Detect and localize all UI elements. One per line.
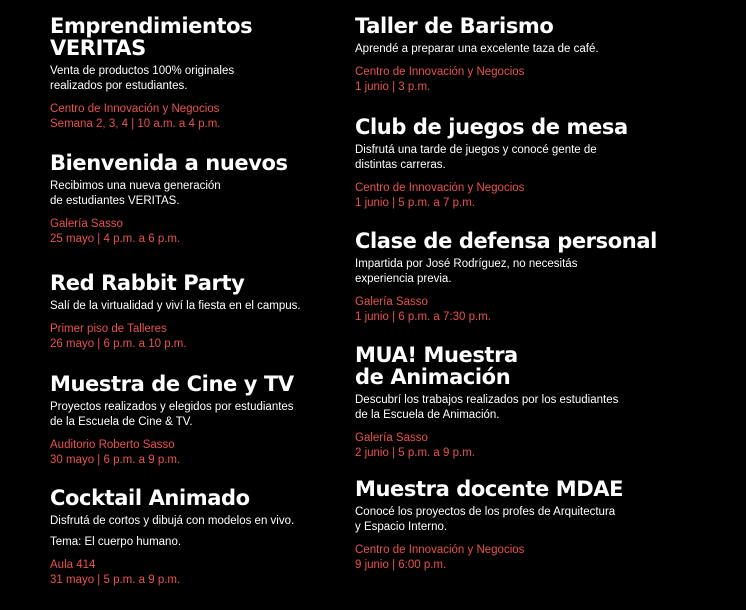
event-bienvenida bbox=[50, 152, 350, 247]
event-venue: Aula 414 bbox=[50, 559, 96, 571]
event-datetime: 30 mayo | 6 p.m. a 9 p.m. bbox=[50, 454, 181, 466]
event-description: Disfrutá de cortos y dibujá con modelos en vivo. bbox=[50, 515, 295, 527]
event-datetime: 1 junio | 6 p.m. a 7:30 p.m. bbox=[355, 311, 491, 323]
event-description: Salí de la virtualidad y viví la fiesta en el campus. bbox=[50, 300, 301, 312]
event-title: Clase de defensa personal bbox=[355, 229, 657, 253]
event-title: Muestra docente MDAE bbox=[355, 477, 624, 501]
event-description: Impartida por José Rodríguez, no necesitás experiencia previa. bbox=[355, 258, 578, 285]
event-note: Tema: El cuerpo humano. bbox=[50, 536, 182, 548]
event-title: Taller de Barismo bbox=[355, 14, 554, 38]
event-title: Club de juegos de mesa bbox=[355, 115, 628, 139]
event-description: Proyectos realizados y elegidos por estudiantes de la Escuela de Cine & TV. bbox=[50, 401, 294, 428]
event-description: Descubrí los trabajos realizados por los estudiantes de la Escuela de Animación. bbox=[355, 394, 619, 421]
event-venue: Centro de Innovación y Negocios bbox=[355, 66, 525, 78]
event-cocktail-animado bbox=[50, 487, 350, 588]
event-datetime: 26 mayo | 6 p.m. a 10 p.m. bbox=[50, 338, 187, 350]
event-muestra-cine-tv bbox=[50, 373, 350, 468]
event-venue: Primer piso de Talleres bbox=[50, 323, 167, 335]
event-club-juegos-mesa bbox=[355, 116, 745, 211]
event-venue: Centro de Innovación y Negocios bbox=[355, 544, 525, 556]
event-emprendimientos bbox=[50, 15, 350, 132]
event-title: MUA! Muestra de Animación bbox=[355, 343, 518, 389]
event-description: Venta de productos 100% originales realizados por estudiantes. bbox=[50, 65, 235, 92]
event-datetime: 25 mayo | 4 p.m. a 6 p.m. bbox=[50, 233, 181, 245]
event-red-rabbit-party bbox=[50, 272, 350, 352]
event-venue: Centro de Innovación y Negocios bbox=[50, 103, 220, 115]
event-title: Cocktail Animado bbox=[50, 486, 250, 510]
event-venue: Galería Sasso bbox=[355, 432, 428, 444]
event-datetime: Semana 2, 3, 4 | 10 a.m. a 4 p.m. bbox=[50, 118, 221, 130]
event-datetime: 1 junio | 3 p.m. bbox=[355, 81, 431, 93]
event-venue: Auditorio Roberto Sasso bbox=[50, 439, 175, 451]
event-description: Conocé los proyectos de los profes de Arquitectura y Espacio Interno. bbox=[355, 506, 616, 533]
event-title: Muestra de Cine y TV bbox=[50, 372, 294, 396]
event-venue: Centro de Innovación y Negocios bbox=[355, 182, 525, 194]
event-taller-barismo bbox=[355, 15, 745, 95]
event-description: Disfrutá una tarde de juegos y conocé gente de distintas carreras. bbox=[355, 144, 597, 171]
event-description: Recibimos una nueva generación de estudiantes VERITAS. bbox=[50, 180, 221, 207]
event-title: Bienvenida a nuevos bbox=[50, 151, 288, 175]
event-venue: Galería Sasso bbox=[50, 218, 123, 230]
event-title: Emprendimientos VERITAS bbox=[50, 14, 253, 60]
event-mua-muestra-animacion bbox=[355, 344, 745, 461]
event-title: Red Rabbit Party bbox=[50, 271, 245, 295]
event-clase-defensa-personal bbox=[355, 230, 745, 325]
event-datetime: 31 mayo | 5 p.m. a 9 p.m. bbox=[50, 574, 181, 586]
event-datetime: 1 junio | 5 p.m. a 7 p.m. bbox=[355, 197, 475, 209]
event-venue: Galería Sasso bbox=[355, 296, 428, 308]
event-description: Aprendé a preparar una excelente taza de café. bbox=[355, 43, 599, 55]
event-datetime: 9 junio | 6:00 p.m. bbox=[355, 559, 447, 571]
event-datetime: 2 junio | 5 p.m. a 9 p.m. bbox=[355, 447, 475, 459]
event-muestra-docente-mdae bbox=[355, 478, 745, 573]
